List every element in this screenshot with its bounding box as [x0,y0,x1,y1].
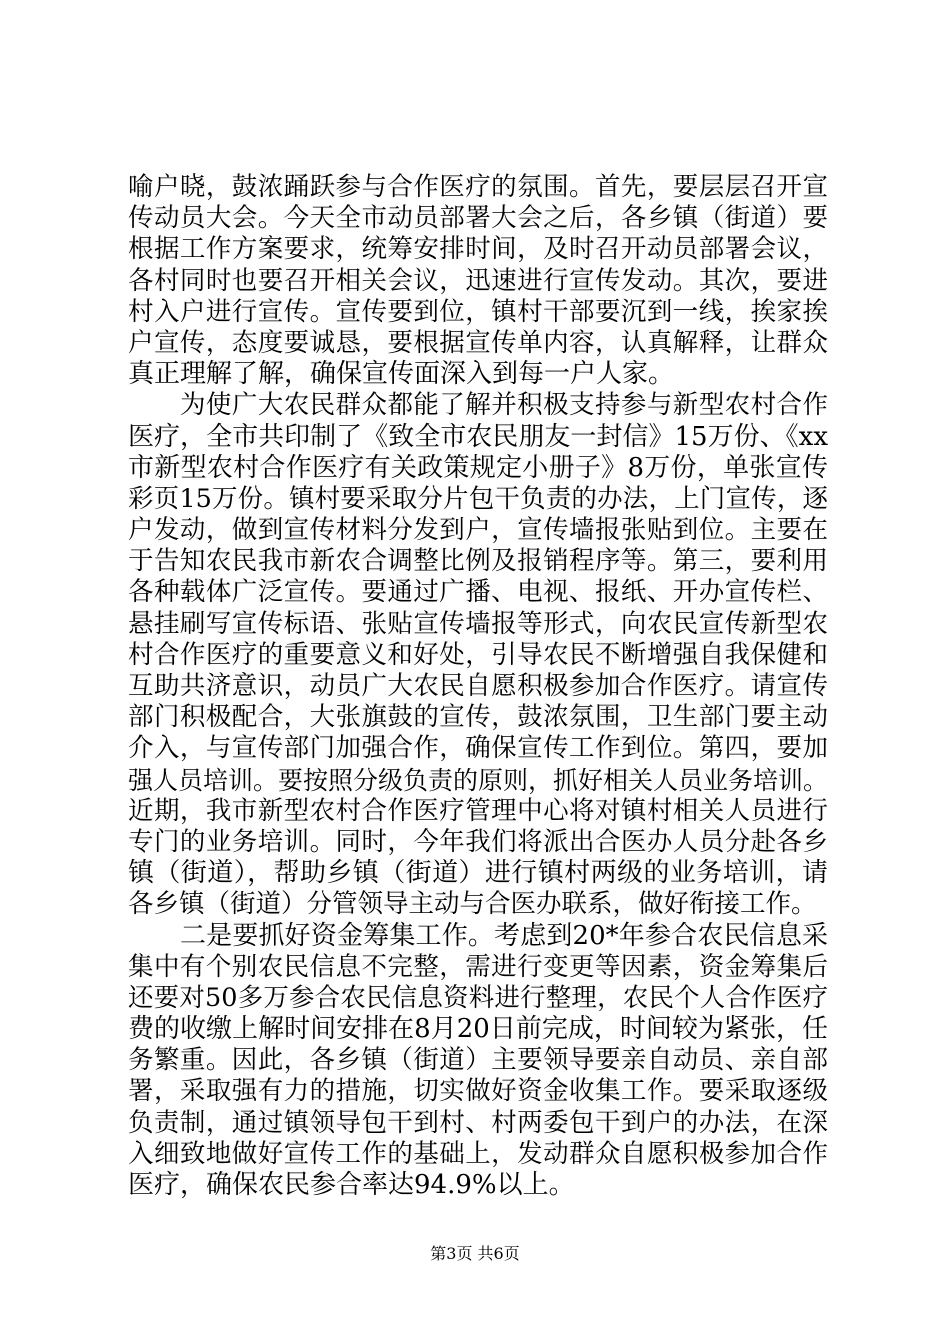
text-line: 为使广大农民群众都能了解并积极支持参与新型农村合作 [180,390,828,421]
text-line: 费的收缴上解时间安排在8月20日前完成，时间较为紧张，任 [128,1014,828,1045]
text-line: 二是要抓好资金筹集工作。考虑到20*年参合农民信息采 [180,920,828,951]
text-line: 负责制，通过镇领导包干到村、村两委包干到户的办法，在深 [128,1107,828,1138]
text-line: 各村同时也要召开相关会议，迅速进行宣传发动。其次，要进 [128,265,828,296]
text-line: 传动员大会。今天全市动员部署大会之后，各乡镇（街道）要 [128,203,828,234]
page-footer: 第3页 共6页 [430,1244,520,1263]
text-line: 专门的业务培训。同时，今年我们将派出合医办人员分赴各乡 [128,826,828,857]
text-line: 村入户进行宣传。宣传要到位，镇村干部要沉到一线，挨家挨 [128,296,828,327]
text-line: 根据工作方案要求，统筹安排时间，及时召开动员部署会议， [128,234,828,265]
text-line: 镇（街道），帮助乡镇（街道）进行镇村两级的业务培训，请 [128,858,828,889]
text-line: 集中有个别农民信息不完整，需进行变更等因素，资金筹集后 [128,951,828,982]
paragraph [128,172,828,390]
text-line: 医疗，全市共印制了《致全市农民朋友一封信》15万份、《xx [128,421,828,452]
paragraph [128,390,828,920]
text-line: 近期，我市新型农村合作医疗管理中心将对镇村相关人员进行 [128,795,828,826]
text-line: 于告知农民我市新农合调整比例及报销程序等。第三，要利用 [128,546,828,577]
text-line: 入细致地做好宣传工作的基础上，发动群众自愿积极参加合作 [128,1138,828,1169]
document-body [128,172,828,1201]
text-line: 喻户晓，鼓浓踊跃参与合作医疗的氛围。首先，要层层召开宣 [128,172,828,202]
text-line: 强人员培训。要按照分级负责的原则，抓好相关人员业务培训。 [128,765,829,795]
text-line: 署，采取强有力的措施，切实做好资金收集工作。要采取逐级 [128,1076,828,1107]
text-line: 户宣传，态度要诚恳，要根据宣传单内容，认真解释，让群众 [128,327,828,358]
text-line: 医疗，确保农民参合率达94.9%以上。 [128,1170,575,1200]
text-line: 市新型农村合作医疗有关政策规定小册子》8万份，单张宣传 [128,452,828,483]
text-line: 互助共济意识，动员广大农民自愿积极参加合作医疗。请宣传 [128,671,828,701]
text-line: 部门积极配合，大张旗鼓的宣传，鼓浓氛围，卫生部门要主动 [128,702,828,733]
text-line: 户发动，做到宣传材料分发到户，宣传墙报张贴到位。主要在 [128,515,828,546]
text-line: 真正理解了解，确保宣传面深入到每一户人家。 [128,359,675,390]
text-line: 村合作医疗的重要意义和好处，引导农民不断增强自我保健和 [128,639,828,670]
text-line: 介入，与宣传部门加强合作，确保宣传工作到位。第四，要加 [128,733,828,764]
text-line: 各乡镇（街道）分管领导主动与合医办联系，做好衔接工作。 [128,889,817,920]
text-line: 彩页15万份。镇村要采取分片包干负责的办法，上门宣传，逐 [128,483,828,514]
paragraph [128,921,828,1202]
text-line: 各种载体广泛宣传。要通过广播、电视、报纸、开办宣传栏、 [128,577,828,608]
text-line: 还要对50多万参合农民信息资料进行整理，农民个人合作医疗 [128,982,828,1013]
text-line: 务繁重。因此，各乡镇（街道）主要领导要亲自动员、亲自部 [128,1045,828,1076]
text-line: 悬挂刷写宣传标语、张贴宣传墙报等形式，向农民宣传新型农 [128,608,828,639]
